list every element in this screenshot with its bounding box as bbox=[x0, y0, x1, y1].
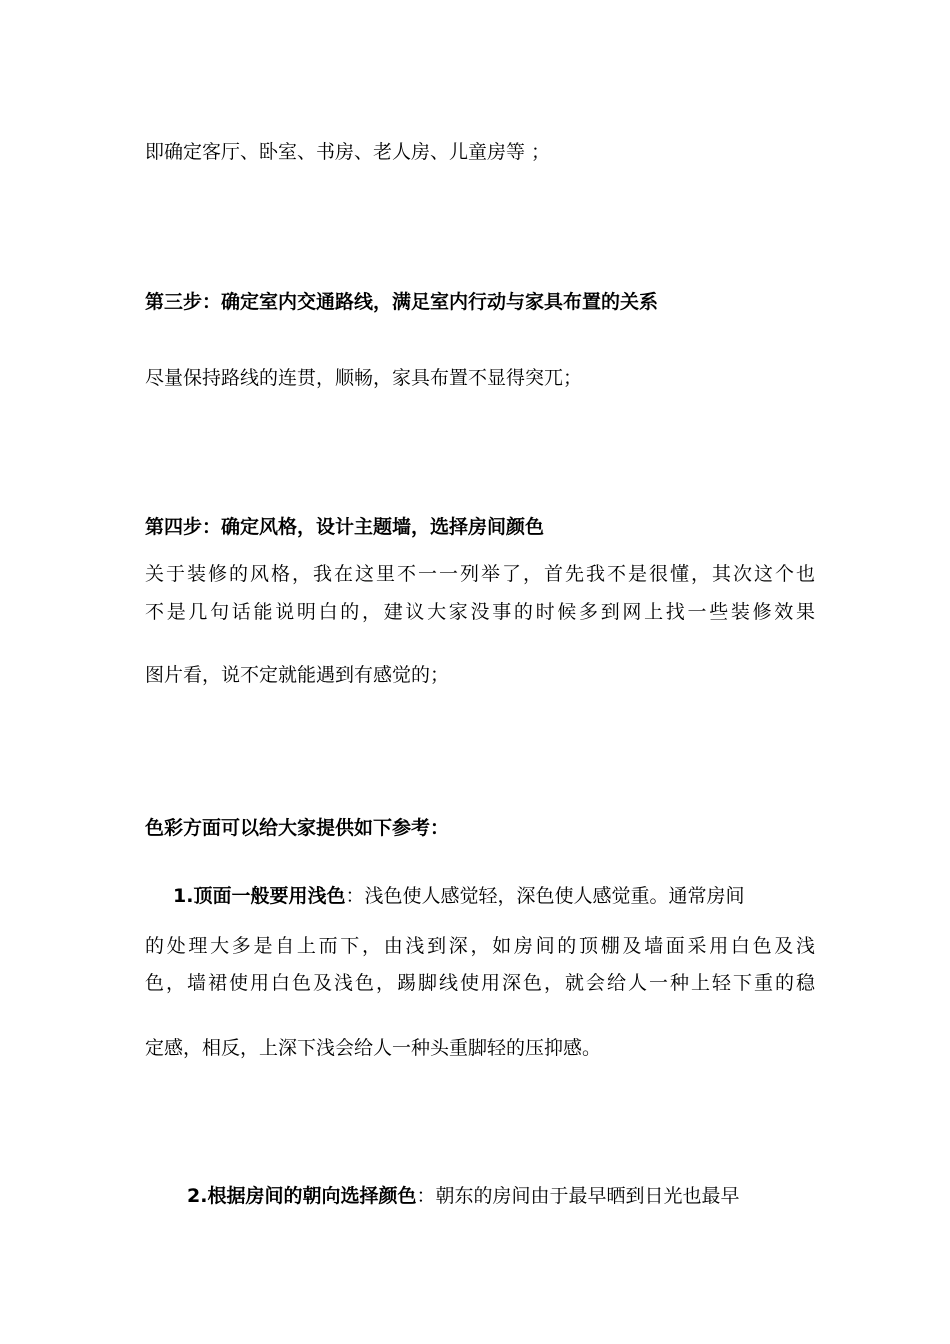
color-tip-2-text: ：朝东的房间由于最早晒到日光也最早 bbox=[416, 1185, 740, 1207]
heading-step-four: 第四步：确定风格，设计主题墙，选择房间颜色 bbox=[145, 516, 545, 538]
paragraph-room-types: 即确定客厅、卧室、书房、老人房、儿童房等 ； bbox=[145, 141, 551, 163]
color-tip-2-line-1 bbox=[187, 1184, 815, 1208]
paragraph-style-line-2: 不是几句话能说明白的，建议大家没事的时候多到网上找一些装修效果 bbox=[145, 601, 815, 623]
color-tip-1-line-3: 色，墙裙使用白色及浅色，踢脚线使用深色，就会给人一种上轻下重的稳 bbox=[145, 972, 815, 994]
color-tip-1-line-2: 的处理大多是自上而下，由浅到深，如房间的顶棚及墙面采用白色及浅 bbox=[145, 935, 815, 957]
color-tip-1-line-1 bbox=[173, 884, 815, 908]
color-tip-2-title: 2.根据房间的朝向选择颜色 bbox=[187, 1185, 417, 1207]
heading-color-reference: 色彩方面可以给大家提供如下参考： bbox=[145, 817, 450, 839]
paragraph-style-line-3: 图片看，说不定就能遇到有感觉的； bbox=[145, 664, 450, 686]
color-tip-1-text: ：浅色使人感觉轻，深色使人感觉重。通常房间 bbox=[345, 885, 745, 907]
heading-step-three: 第三步：确定室内交通路线，满足室内行动与家具布置的关系 bbox=[145, 291, 659, 313]
color-tip-1-title: 1.顶面一般要用浅色 bbox=[173, 885, 346, 907]
paragraph-style-line-1: 关于装修的风格，我在这里不一一列举了，首先我不是很懂，其次这个也 bbox=[145, 563, 815, 585]
color-tip-1-line-4: 定感，相反，上深下浅会给人一种头重脚轻的压抑感。 bbox=[145, 1037, 602, 1059]
paragraph-route: 尽量保持路线的连贯，顺畅，家具布置不显得突兀； bbox=[145, 367, 583, 389]
